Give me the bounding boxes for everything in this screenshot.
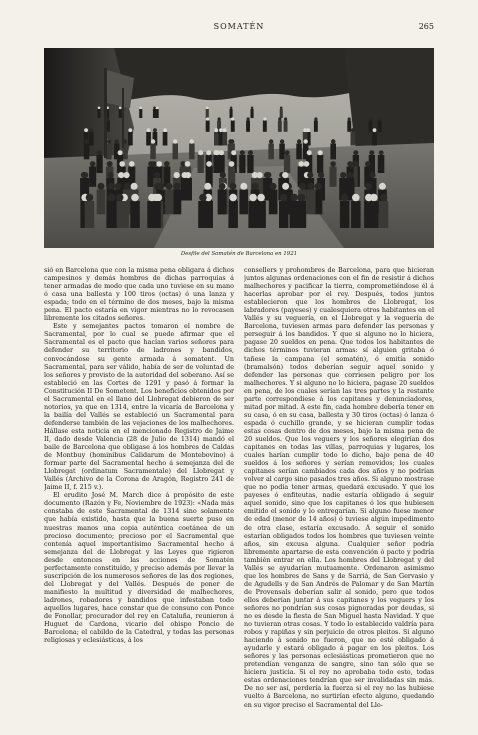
paragraph: Este y semejantes pactos tomaron el nombre de Sacramental, por lo cual se puede afirmar que el Sacramental es el pacto que hacían varios señores para defender su territorio de ladrones y bandidos, convocándose su gente armada á somatent. Un Sacramental, para ser válido, había de ser de voluntad de los señores y provisto de la autoridad del soberano. Así se estableció en las Cortes de 1291 y pasó á formar la Constitución II De Sometent. Los beneficios obtenidos por el Sacramental en el llano del Llobregat debieron de ser notorios, ya que en 1314, entre la vicaría de Barcelona y la bailía del Vallés se estableció un Sacramental para defenderse también de las vejaciones de los malhechores. Hállase esta noticia en el mencionado Registro de Jaime II, dado desde Valencia (28 de Julio de 1314) mandó el baile de Barcelona que obligase á los hombres de Caldas de Montbuy (hominibus Calidarum de Montebovino) á formar parte del Sacramental hecho á semejanza del de Llobregat (ordinatum Sacramentale) del Llobregat y Vallés (Archivo de la Corona de Aragón, Registro 241 de Jaime II, f. 215 v.). (44, 322, 234, 492)
photo-caption: Desfile del Somatén de Barcelona en 1921 (180, 251, 298, 257)
page-header (44, 22, 434, 36)
paragraph: sió en Barcelona que con la misma pena obligara á dichos campesinos y demás hombres de dichas parroquias á tener armadas de modo que cada uno tuviese en su mano ó casa una ballesta y 100 tiros (octas) ó una lanza y espada; todo en el término de dos meses, bajo la misma pena. El pacto estaría en vigor mientras no lo revocasen libremente los citados señores. (44, 266, 234, 323)
text-column-left (44, 266, 234, 722)
text-column-right (244, 266, 434, 722)
paragraph: El erudito José M. March dice á propósito de este documento (Razón y Fe, Noviembre de 1923): «Nada más constaba de este Sacramental de 1314 sino solamente que había existido, hasta que la buena suerte puso en nuestras manos una copia auténtica coetánea de un precioso documento; precioso por el Sacramental que contenía aquel importantísimo Sacramental hecho á semejanza del de Llobregat y las Leyes que rigieron desde entonces en las acciones de Somatén perfectamente constituído, y preciso además por llevar la suscripción de los numerosos señores de las dos regiones, del Llobregat y del Vallés. Después de poner de manifiesto la multitud y diversidad de malhechores, ladrones, robadores y bandidos que infestaban todo aquellos lugares, hace constar que de consuno con Ponce de Fonollar, procurador del rey en Cataluña, reunieron á Huguet de Cardona, vicario del obispo Poncio de Barcelona; el cabildo de la Catedral, y todas las personas religiosas y eclesiásticas, á los (44, 491, 234, 645)
parade-photograph (44, 48, 434, 248)
running-title: SOMATÉN (213, 22, 265, 31)
page-number: 265 (418, 22, 434, 31)
parade-photograph-illustration (44, 48, 434, 248)
paragraph: consellers y prohombres de Barcelona, para que hicieran juntos algunas ordenaciones con el fin de resistir á dichos malhechores y pacificar la tierra, comprometiéndose él á hacerlas aprobar por el rey. Después, todos juntos establecieron que los hombres de Llobregat, los labradores (payeses) y cualesquiera otros habitantes en el Vallés y su veguería, en el Llobregat y la veguería de Barcelona, tuviesen armas para defender las personas y perseguir á los bandidos. Y que si alguno no lo hiciera, pagase 20 sueldos en pena. Que todos los habitantes de dichos términos tuvieran armas: sí alguien gritaba ó tañese la campana (el somatén), ó emitía sonido (bramalsón) todos deberían seguir aquel sonido y defender las personas que corriesen peligro por los malhechores. Y si alguno no lo hiciera, pagase 20 sueldos en pena, de los cuales serían las tres partes y la restante parte correspondiese á los capitanes y denunciadores, mitad por mitad. A este fin, cada hombre debería tener en su casa, ó en su casa, ballesta y 30 tiros (octas) ó lanza ó espada ó cuchillo grande, y se hicieran cumplir todas estas cosas dentro de dos meses, bajo la misma pena de 20 sueldos. Que los veguers y los señores elegirían dos capitanes en todas las villas, parroquias y lugares, los cuales harían cumplir todo lo dicho, bajo pena de 40 sueldos á los señores y serían removidos; los cuales capitanes serían cambiados cada dos años y no podrían volver al cargo sino pasados tres años. Si alguno mostrase que no podía tener armas, quedará excusado. Y que los payeses ó enfiteutas, nadie estaría obligado á seguir aquel sonido, sino que los capitanes ó los que hubiesen emitido el sonido y lo entregarían. Si alguno fuese menor de edad (menor de 14 años) ó tuviese algún impedimento de otra clase, estaría excusado. Á seguir el sonido estarían obligados todos los hombres que tuviesen veinte años, sin excusa alguna. Cualquier señor podría libremente apartarse de esta convención ó pacto y podría también entrar en ella. Los hombres del Llobregat y del Vallés se ayudarían mutuamente. Ordenaron asimismo que los hombres de Sans y de Sarriá, de San Gervasio y de Agudells y de San Andrés de Palomar y de San Martín de Provensals deberían salir al sonido, pero que todos ellos deberían juntar á sus capitanes y los veguers y los señores no pondrían sus cosas pignoradas por deudas, si no es desde la fiesta de San Miguel hasta Navidad. Y que no tuvieran otras cosas. Y todo lo establecido valdría para robos y rapiñas y sin perjuicio de otros pleitos. Si alguno haciendo á sonido no fueron, que no esté obligado á ayudarle y estará obligado á pagar en los pleitos. Los señores y las personas eclesiásticas prometieron que no pretendían venganza de sangre, sino tan sólo que se hiciera justicia. Si el rey no aprobaba todo esto, todas estas ordenaciones tendrían que ser invalidadas sin más. De no ser así, perdería la fuerza si el rey no las hubiese vuelto á Barcelona, no surtirían efecto alguno, quedando en su vigor preciso el Sacramental del Llo- (244, 266, 434, 709)
